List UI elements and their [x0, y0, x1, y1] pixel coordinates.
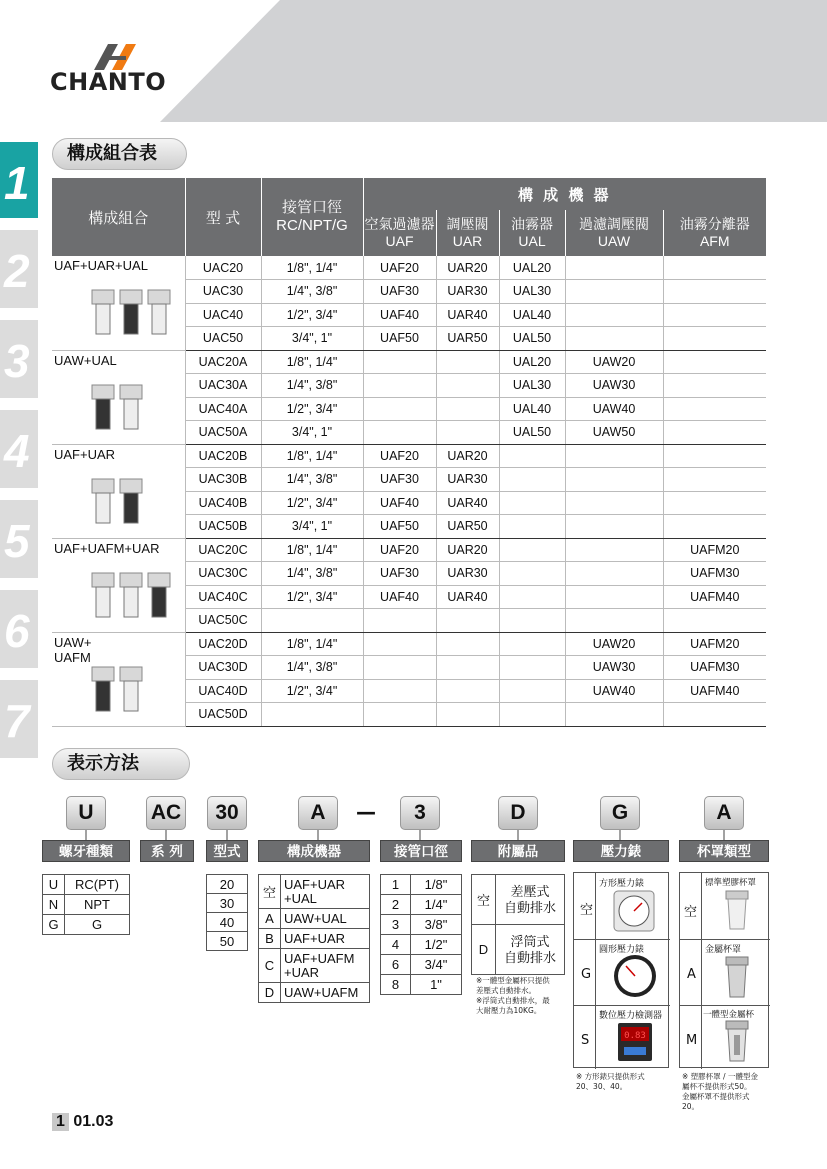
th-unit-en: UAR	[452, 233, 483, 249]
unit-cell	[499, 632, 565, 656]
model-cell: UAC50C	[185, 609, 261, 633]
thread-desc: RC(PT)	[65, 875, 130, 895]
unit-cell: UAW40	[565, 397, 663, 421]
unit-cell	[663, 444, 766, 468]
th-unit-en: UAW	[597, 233, 631, 249]
th-port	[261, 178, 363, 256]
unit-cell	[565, 515, 663, 539]
unit-cell: UAFM40	[663, 585, 766, 609]
metal-cup-icon	[720, 955, 754, 1003]
port-size: 1/4"	[411, 895, 462, 915]
table-row	[52, 256, 766, 280]
accessory-code: D	[472, 925, 496, 975]
unit-cell: UAW50	[565, 421, 663, 445]
unit-cell	[663, 609, 766, 633]
port-cell: 1/2", 3/4"	[261, 397, 363, 421]
group-label: UAF+UAFM+UAR	[54, 540, 160, 556]
unit-cell	[663, 374, 766, 398]
port-cell	[261, 609, 363, 633]
unit-cell	[663, 491, 766, 515]
unit-cell	[363, 679, 436, 703]
unit-cell: UAL20	[499, 350, 565, 374]
gauge-desc: 數位壓力檢測器	[599, 1011, 663, 1021]
unit-cell: UAL40	[499, 397, 565, 421]
cup-code: M	[686, 1033, 698, 1048]
header-gray-shape	[160, 0, 827, 122]
port-options	[380, 874, 462, 995]
code-box-unit: A	[298, 796, 338, 830]
unit-cell: UAW20	[565, 350, 663, 374]
th-unit-zh: 油霧分離器	[679, 216, 750, 232]
group-label: UAW+ UAFM	[54, 634, 92, 665]
th-unit-zh: 調壓閥	[446, 216, 489, 232]
port-cell: 1/4", 3/8"	[261, 468, 363, 492]
cat-header-cup: 杯罩類型	[679, 840, 769, 862]
unit-desc: UAF+UAR	[281, 929, 370, 949]
unit-cell: UAF50	[363, 515, 436, 539]
unit-cell	[663, 303, 766, 327]
side-tab-label: 3	[4, 335, 30, 387]
th-unit-uaw	[565, 210, 663, 256]
cup-divider	[680, 1005, 770, 1006]
unit-cell	[565, 327, 663, 351]
unit-cell	[565, 538, 663, 562]
gauge-divider	[574, 1005, 670, 1006]
integrated-metal-cup-icon	[720, 1019, 754, 1067]
unit-cell	[436, 609, 499, 633]
cup-code: 空	[684, 905, 698, 920]
gauge-desc: 方形壓力錶	[599, 879, 645, 889]
side-tab-label: 2	[4, 245, 30, 297]
cat-header-thread: 螺牙種類	[42, 840, 130, 862]
th-units: 構 成 機 器	[363, 178, 766, 210]
port-cell: 3/4", 1"	[261, 515, 363, 539]
port-cell: 1/4", 3/8"	[261, 562, 363, 586]
unit-cell	[499, 609, 565, 633]
th-port-zh: 接管口徑	[281, 199, 342, 216]
combination-table	[52, 178, 766, 727]
frl-unit-icon	[82, 284, 182, 340]
accessory-options	[471, 874, 565, 975]
side-tab-3[interactable]	[0, 320, 38, 398]
unit-cell	[499, 562, 565, 586]
cat-header-gauge: 壓力錶	[573, 840, 669, 862]
cat-header-port: 接管口徑	[380, 840, 462, 862]
unit-cell	[565, 609, 663, 633]
unit-cell: UAL30	[499, 280, 565, 304]
thread-options	[42, 874, 130, 935]
unit-cell: UAFM30	[663, 562, 766, 586]
unit-cell: UAR50	[436, 515, 499, 539]
unit-cell: UAR40	[436, 585, 499, 609]
unit-cell: UAF20	[363, 538, 436, 562]
unit-cell	[565, 491, 663, 515]
accessory-desc: 差壓式 自動排水	[496, 875, 565, 925]
side-tab-label: 7	[4, 695, 30, 747]
unit-cell: UAR20	[436, 256, 499, 280]
th-unit-en: AFM	[699, 233, 730, 249]
unit-cell	[565, 703, 663, 727]
cup-desc: 金屬杯罩	[705, 945, 742, 955]
unit-cell	[663, 421, 766, 445]
port-cell: 1/8", 1/4"	[261, 632, 363, 656]
group-cell	[52, 256, 185, 350]
unit-cell: UAF20	[363, 444, 436, 468]
gauge-code: G	[581, 967, 592, 982]
unit-cell: UAL20	[499, 256, 565, 280]
gauge-divider	[574, 939, 670, 940]
gauge-desc: 圓形壓力錶	[599, 945, 645, 955]
unit-cell	[436, 350, 499, 374]
unit-cell	[363, 421, 436, 445]
unit-cell: UAL50	[499, 421, 565, 445]
group-label: UAW+UAL	[54, 352, 117, 368]
unit-cell	[663, 280, 766, 304]
unit-cell: UAR40	[436, 491, 499, 515]
unit-cell: UAFM30	[663, 656, 766, 680]
th-unit-zh: 空氣過濾器	[364, 216, 435, 232]
port-code: 8	[381, 975, 411, 995]
unit-desc: UAF+UAFM +UAR	[281, 949, 370, 983]
model-cell: UAC50B	[185, 515, 261, 539]
model-cell: UAC30A	[185, 374, 261, 398]
thread-desc: NPT	[65, 895, 130, 915]
side-tab-label: 6	[4, 605, 30, 657]
unit-cell	[499, 491, 565, 515]
thread-row	[43, 875, 130, 895]
unit-cell	[663, 703, 766, 727]
unit-cell	[565, 585, 663, 609]
unit-code: A	[259, 909, 281, 929]
model-cell: UAC40	[185, 303, 261, 327]
side-tab-label: 5	[4, 515, 30, 567]
model-cell: UAC20C	[185, 538, 261, 562]
port-cell: 1/4", 3/8"	[261, 280, 363, 304]
unit-code: B	[259, 929, 281, 949]
port-cell: 1/8", 1/4"	[261, 444, 363, 468]
unit-cell	[565, 303, 663, 327]
unit-desc: UAW+UAL	[281, 909, 370, 929]
unit-cell	[499, 703, 565, 727]
frl-unit-icon	[82, 661, 182, 717]
round-gauge-icon	[612, 953, 658, 1001]
unit-desc: UAF+UAR +UAL	[281, 875, 370, 909]
unit-cell: UAR30	[436, 468, 499, 492]
unit-cell: UAF30	[363, 280, 436, 304]
unit-cell: UAF40	[363, 491, 436, 515]
unit-cell	[565, 444, 663, 468]
section-title-combination: 構成組合表	[52, 138, 187, 170]
table-row	[52, 538, 766, 562]
th-unit-ual	[499, 210, 565, 256]
cup-desc: 一體型金屬杯	[703, 1010, 755, 1020]
code-box-model: 30	[207, 796, 247, 830]
gauge-options	[573, 872, 669, 1068]
unit-cell	[363, 397, 436, 421]
model-cell: UAC20A	[185, 350, 261, 374]
unit-code: C	[259, 949, 281, 983]
unit-cell: UAL40	[499, 303, 565, 327]
unit-cell	[436, 679, 499, 703]
cat-header-unit: 構成機器	[258, 840, 370, 862]
model-cell: UAC40D	[185, 679, 261, 703]
th-unit-uaf	[363, 210, 436, 256]
unit-cell	[499, 585, 565, 609]
side-tab-7[interactable]	[0, 680, 38, 758]
unit-cell	[363, 350, 436, 374]
unit-cell: UAF30	[363, 562, 436, 586]
unit-cell	[499, 538, 565, 562]
model-cell: UAC30D	[185, 656, 261, 680]
model-cell: UAC50A	[185, 421, 261, 445]
port-cell: 1/8", 1/4"	[261, 538, 363, 562]
side-tab-4[interactable]	[0, 410, 38, 488]
port-cell: 1/8", 1/4"	[261, 350, 363, 374]
cup-options	[679, 872, 769, 1068]
unit-cell	[363, 703, 436, 727]
unit-options	[258, 874, 370, 1003]
model-value: 20	[207, 875, 248, 894]
unit-cell: UAR30	[436, 280, 499, 304]
unit-cell: UAW30	[565, 374, 663, 398]
side-tab-1[interactable]	[0, 142, 38, 218]
th-unit-en: UAL	[518, 233, 546, 249]
port-code: 3	[381, 915, 411, 935]
unit-cell	[436, 397, 499, 421]
side-tab-5[interactable]	[0, 500, 38, 578]
unit-cell	[436, 421, 499, 445]
group-cell	[52, 350, 185, 444]
unit-cell: UAR20	[436, 538, 499, 562]
thread-row	[43, 895, 130, 915]
th-unit-zh: 過濾調壓閥	[579, 216, 649, 232]
unit-cell: UAF30	[363, 468, 436, 492]
unit-cell: UAL30	[499, 374, 565, 398]
model-cell: UAC20B	[185, 444, 261, 468]
unit-cell: UAR30	[436, 562, 499, 586]
model-cell: UAC20D	[185, 632, 261, 656]
unit-cell	[499, 515, 565, 539]
thread-code: N	[43, 895, 65, 915]
brand-logo	[50, 42, 180, 97]
port-cell: 1/4", 3/8"	[261, 374, 363, 398]
page-number	[52, 1113, 113, 1131]
code-dash: —	[356, 800, 376, 824]
group-cell	[52, 538, 185, 632]
group-label: UAF+UAR+UAL	[54, 258, 148, 273]
cat-header-accessory: 附屬品	[471, 840, 565, 862]
unit-desc: UAW+UAFM	[281, 983, 370, 1003]
port-size: 1/2"	[411, 935, 462, 955]
unit-cell	[565, 256, 663, 280]
unit-cell	[363, 656, 436, 680]
model-cell: UAC40B	[185, 491, 261, 515]
model-options	[206, 874, 248, 951]
cup-note: ※ 塑膠杯罩 / 一體型金 屬杯不提供形式50。 金屬杯罩不提供形式 20。	[682, 1072, 758, 1111]
port-cell: 1/2", 3/4"	[261, 491, 363, 515]
cat-header-series: 系 列	[140, 840, 194, 862]
port-cell: 1/4", 3/8"	[261, 656, 363, 680]
gauge-code: S	[581, 1033, 590, 1048]
unit-cell	[363, 632, 436, 656]
port-size: 1/8"	[411, 875, 462, 895]
unit-cell	[663, 256, 766, 280]
port-code: 2	[381, 895, 411, 915]
unit-cell	[363, 374, 436, 398]
unit-cell	[436, 632, 499, 656]
unit-cell	[499, 656, 565, 680]
frl-unit-icon	[82, 379, 182, 435]
accessory-code: 空	[472, 875, 496, 925]
model-cell: UAC30C	[185, 562, 261, 586]
unit-cell	[436, 703, 499, 727]
unit-cell: UAR40	[436, 303, 499, 327]
unit-cell	[436, 374, 499, 398]
plastic-cup-icon	[720, 889, 754, 937]
unit-cell	[663, 350, 766, 374]
code-box-accessory: D	[498, 796, 538, 830]
code-box-series: AC	[146, 796, 186, 830]
digital-gauge-icon	[616, 1021, 656, 1065]
model-value: 30	[207, 894, 248, 913]
unit-cell	[663, 327, 766, 351]
unit-cell: UAF50	[363, 327, 436, 351]
unit-cell: UAF40	[363, 303, 436, 327]
unit-cell	[663, 515, 766, 539]
cup-code: A	[687, 967, 696, 982]
code-box-gauge: G	[600, 796, 640, 830]
unit-cell	[663, 468, 766, 492]
thread-code: G	[43, 915, 65, 935]
table-row	[52, 350, 766, 374]
thread-code: U	[43, 875, 65, 895]
port-cell: 1/2", 3/4"	[261, 303, 363, 327]
side-tab-2[interactable]	[0, 230, 38, 308]
model-cell: UAC30B	[185, 468, 261, 492]
port-code: 1	[381, 875, 411, 895]
unit-cell: UAFM20	[663, 632, 766, 656]
port-cell: 1/2", 3/4"	[261, 679, 363, 703]
cat-header-model: 型式	[206, 840, 248, 862]
th-port-en: RC/NPT/G	[276, 217, 348, 234]
code-box-thread: U	[66, 796, 106, 830]
thread-row	[43, 915, 130, 935]
unit-cell	[499, 679, 565, 703]
th-unit-uar	[436, 210, 499, 256]
model-cell: UAC40C	[185, 585, 261, 609]
group-label: UAF+UAR	[54, 446, 116, 462]
unit-cell	[565, 468, 663, 492]
code-row	[66, 796, 766, 832]
code-box-port: 3	[400, 796, 440, 830]
model-cell: UAC40A	[185, 397, 261, 421]
page-number-text: 01.03	[73, 1113, 114, 1130]
page-chapter-box: 1	[52, 1113, 69, 1131]
square-gauge-icon	[612, 889, 656, 935]
group-cell	[52, 632, 185, 726]
port-code: 4	[381, 935, 411, 955]
accessory-note: ※一體型金屬杯只提供 差壓式自動排水。 ※浮筒式自動排水，最 大耐壓力為10KG。	[476, 976, 550, 1015]
model-cell: UAC50D	[185, 703, 261, 727]
unit-cell: UAL50	[499, 327, 565, 351]
th-group: 構成組合	[52, 178, 185, 256]
frl-unit-icon	[82, 473, 182, 529]
th-unit-zh: 油霧器	[511, 216, 553, 232]
unit-cell: UAW20	[565, 632, 663, 656]
unit-cell	[565, 280, 663, 304]
group-cell	[52, 444, 185, 538]
unit-cell: UAW40	[565, 679, 663, 703]
unit-cell: UAR50	[436, 327, 499, 351]
unit-cell	[499, 468, 565, 492]
unit-cell	[565, 562, 663, 586]
port-cell: 1/2", 3/4"	[261, 585, 363, 609]
th-unit-afm	[663, 210, 766, 256]
port-size: 1"	[411, 975, 462, 995]
code-box-cup: A	[704, 796, 744, 830]
port-cell	[261, 703, 363, 727]
thread-desc: G	[65, 915, 130, 935]
accessory-desc: 浮筒式 自動排水	[496, 925, 565, 975]
port-code: 6	[381, 955, 411, 975]
section-title-notation: 表示方法	[52, 748, 190, 780]
unit-cell: UAFM20	[663, 538, 766, 562]
unit-cell	[436, 656, 499, 680]
gauge-code: 空	[580, 903, 594, 918]
port-cell: 3/4", 1"	[261, 421, 363, 445]
port-size: 3/8"	[411, 915, 462, 935]
port-size: 3/4"	[411, 955, 462, 975]
model-cell: UAC50	[185, 327, 261, 351]
side-tab-label: 1	[4, 157, 30, 209]
table-row	[52, 632, 766, 656]
unit-cell	[663, 397, 766, 421]
model-cell: UAC20	[185, 256, 261, 280]
unit-cell: UAF40	[363, 585, 436, 609]
table-row	[52, 444, 766, 468]
cup-divider	[680, 939, 770, 940]
cup-desc: 標準塑膠杯罩	[705, 878, 757, 888]
th-model: 型 式	[185, 178, 261, 256]
gauge-note: ※ 方形錶只提供形式 20、30、40。	[576, 1072, 645, 1091]
port-cell: 1/8", 1/4"	[261, 256, 363, 280]
digital-readout: 0.83	[624, 1031, 646, 1041]
unit-cell: UAR20	[436, 444, 499, 468]
unit-cell	[363, 609, 436, 633]
port-cell: 3/4", 1"	[261, 327, 363, 351]
logo-text: CHANTO	[50, 68, 167, 96]
unit-code: 空	[259, 875, 281, 909]
unit-cell: UAFM40	[663, 679, 766, 703]
model-cell: UAC30	[185, 280, 261, 304]
unit-cell	[499, 444, 565, 468]
side-tab-label: 4	[4, 425, 30, 477]
side-tab-6[interactable]	[0, 590, 38, 668]
frl-unit-icon	[82, 567, 182, 623]
model-value: 40	[207, 913, 248, 932]
unit-code: D	[259, 983, 281, 1003]
unit-cell: UAW30	[565, 656, 663, 680]
unit-cell: UAF20	[363, 256, 436, 280]
model-value: 50	[207, 932, 248, 951]
th-unit-en: UAF	[385, 233, 414, 249]
